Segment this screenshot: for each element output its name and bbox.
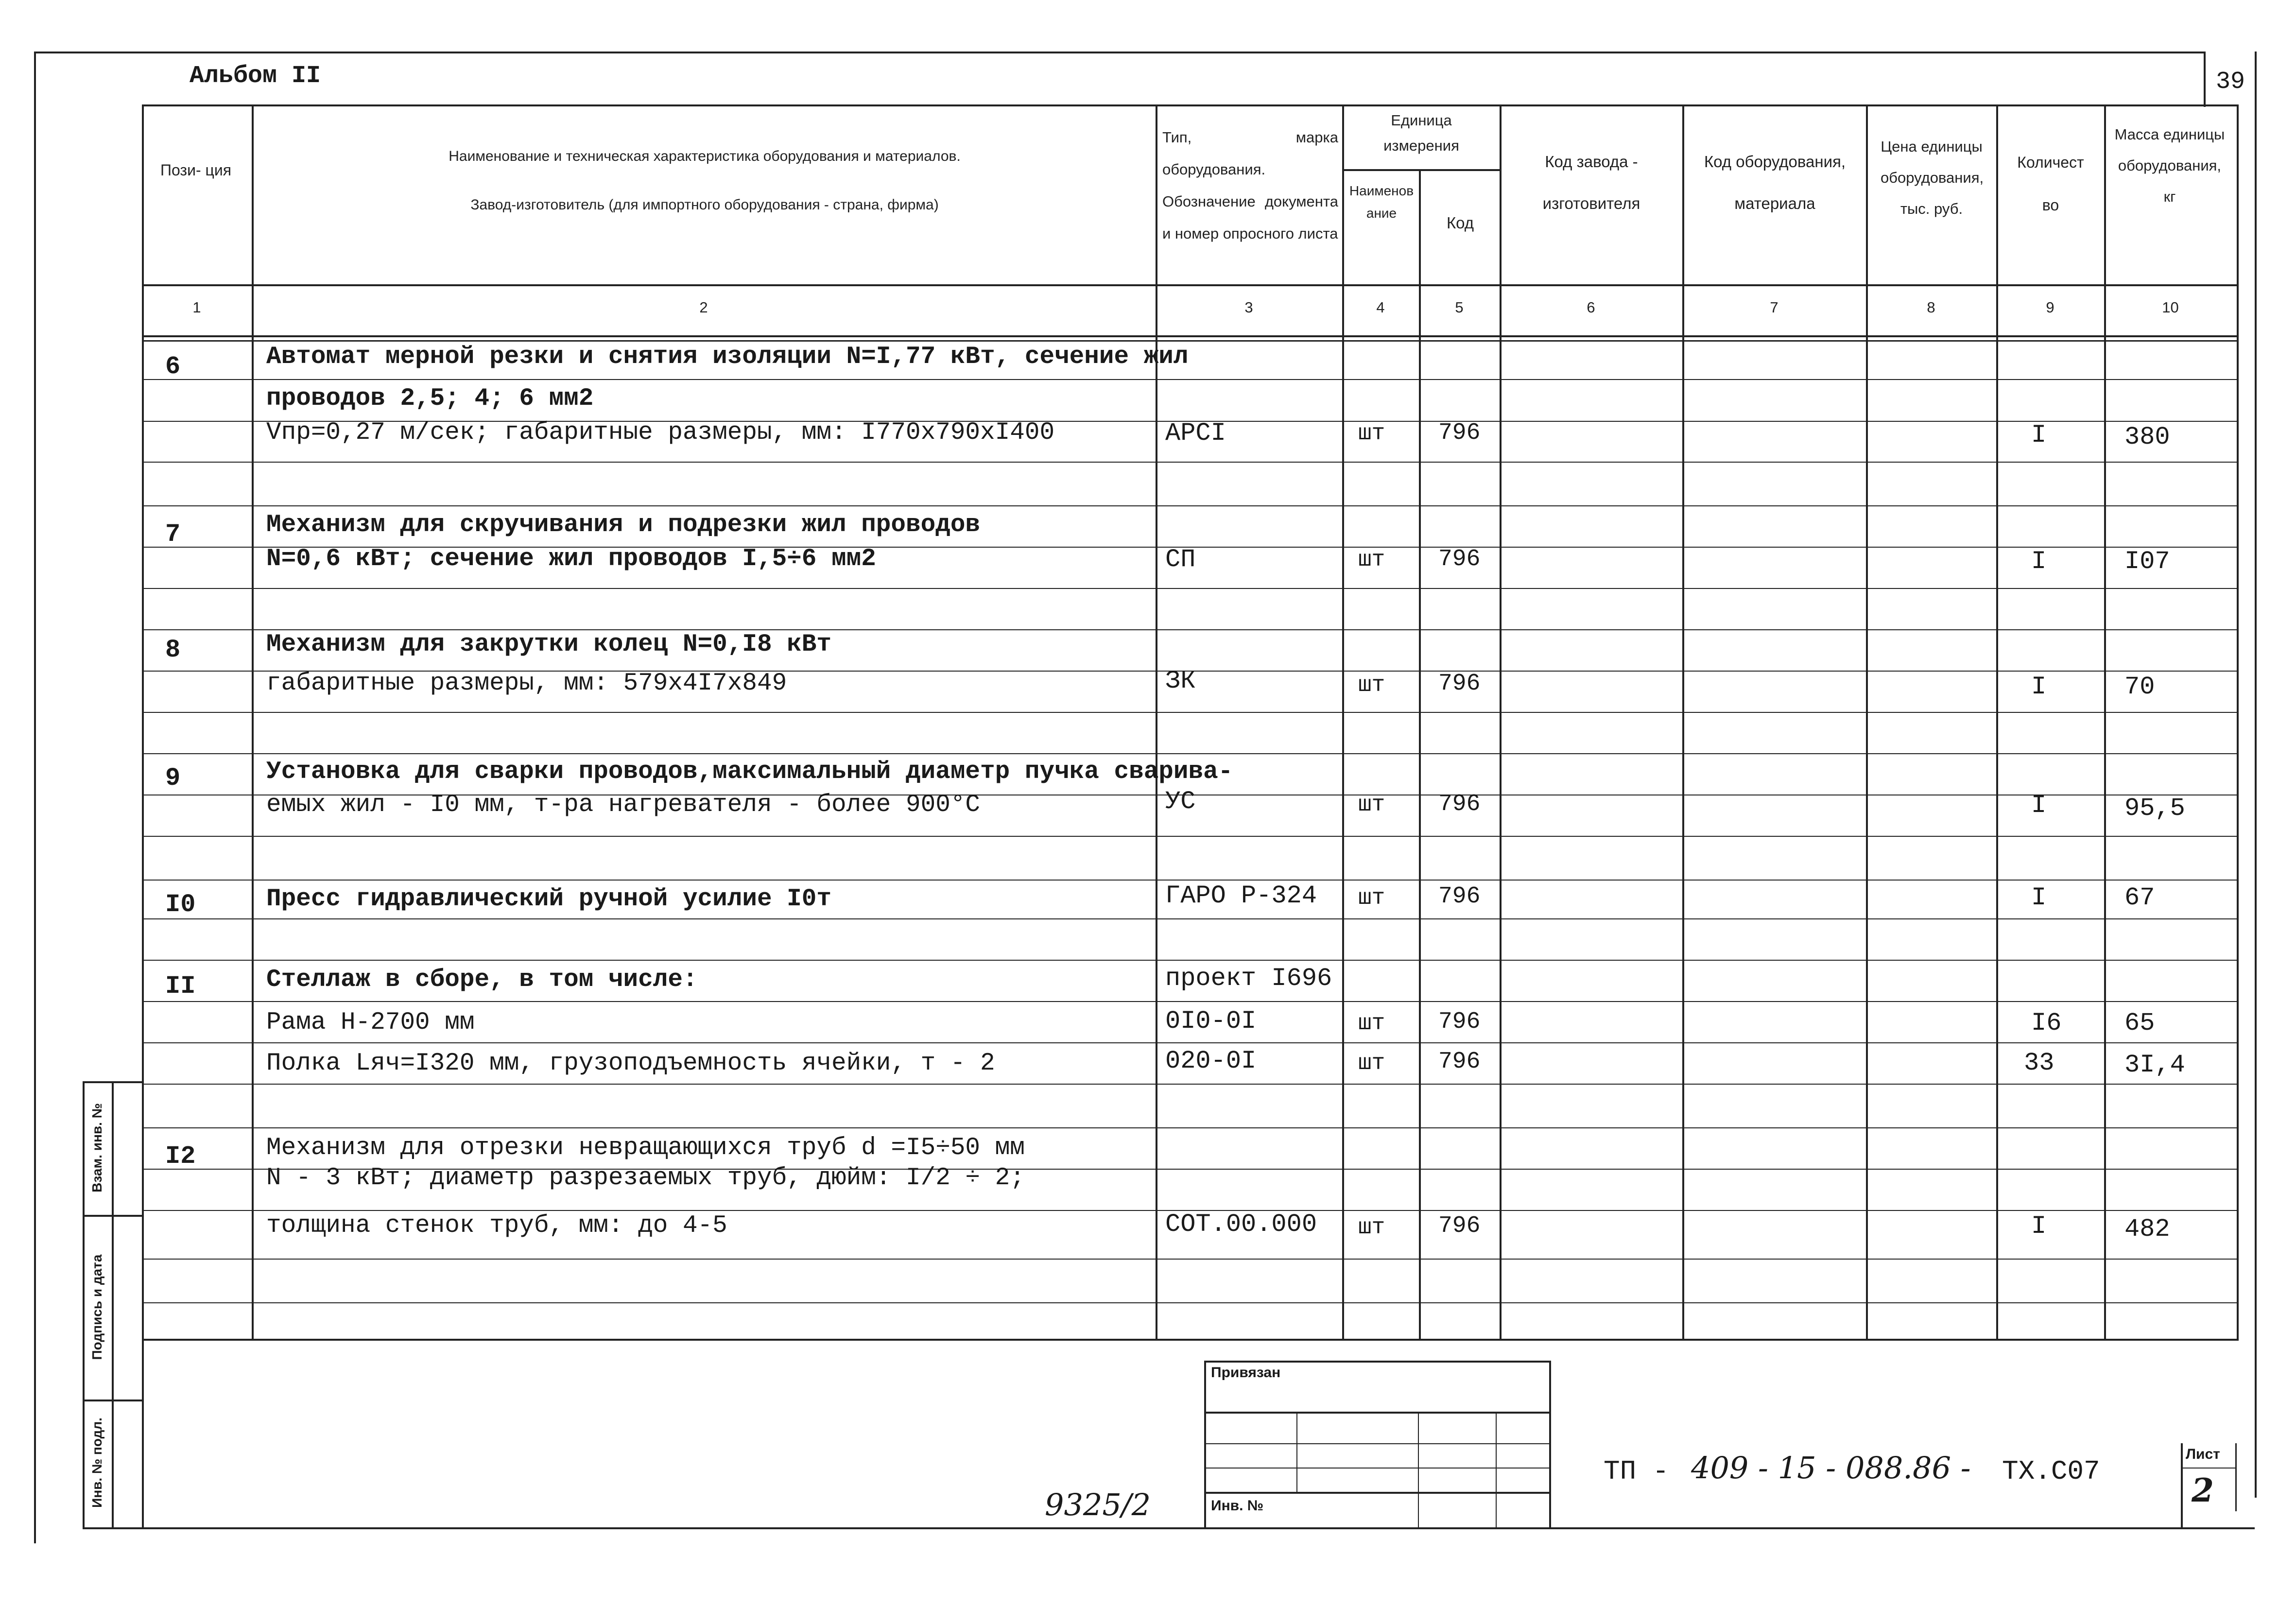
row-name: Рама Н-2700 мм xyxy=(266,1009,475,1037)
row-line xyxy=(142,505,2239,506)
row-unit: шт xyxy=(1358,885,1385,911)
frame-line xyxy=(34,52,36,1543)
header-price: Цена единицы оборудования, тыс. руб. xyxy=(1881,138,1984,217)
header-unit: Единица измерения xyxy=(1383,112,1459,154)
row-line xyxy=(142,753,2239,754)
row-type: УС xyxy=(1165,787,1196,816)
row-line xyxy=(142,1001,2239,1002)
stamp-line xyxy=(1296,1412,1297,1492)
row-pos: 8 xyxy=(165,636,181,664)
doc-suffix: ТХ.С07 xyxy=(2002,1456,2100,1487)
row-mass: 482 xyxy=(2124,1215,2170,1244)
row-pos: 6 xyxy=(165,352,181,381)
row-unit: шт xyxy=(1358,673,1385,698)
col-line xyxy=(1342,104,1344,1339)
col-line xyxy=(2237,104,2239,1339)
row-pos: I0 xyxy=(165,890,196,919)
row-unit: шт xyxy=(1358,1215,1385,1240)
page-number: 39 xyxy=(2215,68,2245,96)
row-name: Пресс гидравлический ручной усилие I0т xyxy=(266,885,831,913)
row-name: Механизм для скручивания и подрезки жил проводов xyxy=(266,511,981,539)
table-line xyxy=(142,340,2239,342)
stamp-privyazan: Привязан xyxy=(1211,1365,1281,1381)
header-name-1: Наименование и техническая характеристика оборудования и материалов. xyxy=(449,148,961,164)
col-num: 2 xyxy=(699,299,708,316)
stamp-inv-no: Инв. № xyxy=(1211,1498,1264,1514)
row-line xyxy=(142,629,2239,630)
row-unit: шт xyxy=(1358,547,1385,572)
header-mass: Масса единицы оборудования, кг xyxy=(2114,126,2225,205)
row-name: емых жил - I0 мм, т-ра нагревателя - более 900°С xyxy=(266,791,981,819)
row-mass: 380 xyxy=(2124,423,2170,451)
col-num: 8 xyxy=(1927,299,1935,316)
row-name: Механизм для закрутки колец N=0,I8 кВт xyxy=(266,631,831,658)
row-mass: 65 xyxy=(2124,1009,2155,1037)
col-line xyxy=(1500,104,1502,1339)
row-line xyxy=(142,836,2239,837)
page-number-box xyxy=(2204,52,2206,107)
row-qty: 33 xyxy=(2024,1049,2054,1077)
row-name: Автомат мерной резки и снятия изоляции N=I,77 кВт, сечение жил xyxy=(266,343,1189,371)
header-equip-code: Код оборудования, материала xyxy=(1704,153,1846,212)
row-line xyxy=(142,1042,2239,1043)
row-code: 796 xyxy=(1438,883,1481,910)
row-line xyxy=(142,588,2239,589)
row-type: СП xyxy=(1165,545,1196,574)
row-line xyxy=(142,379,2239,380)
row-name: Полка Lяч=I320 мм, грузоподъемность ячейки, т - 2 xyxy=(266,1050,995,1077)
row-name: N - 3 кВт; диаметр разрезаемых труб, дюйм: I/2 ÷ 2; xyxy=(266,1164,1025,1192)
col-line xyxy=(1682,104,1684,1339)
row-code: 796 xyxy=(1438,1049,1481,1075)
row-pos: 9 xyxy=(165,764,181,793)
row-type: АРСI xyxy=(1165,419,1226,448)
row-type: СОТ.00.000 xyxy=(1165,1210,1317,1239)
row-line xyxy=(142,918,2239,919)
doc-number: 409 - 15 - 088.86 - xyxy=(1691,1450,1971,1486)
col-line xyxy=(252,104,254,1339)
table-line xyxy=(142,284,2239,286)
doc-prefix: ТП - xyxy=(1604,1456,1669,1487)
sheet-number: 2 xyxy=(2192,1471,2214,1509)
row-name: Стеллаж в сборе, в том числе: xyxy=(266,966,698,994)
row-qty: I xyxy=(2031,547,2047,576)
sheet-label: Лист xyxy=(2186,1446,2220,1462)
row-pos: 7 xyxy=(165,520,181,549)
row-type: ЗК xyxy=(1165,667,1196,695)
row-mass: 67 xyxy=(2124,883,2155,912)
row-unit: шт xyxy=(1358,1051,1385,1076)
header-qty: Количество xyxy=(2017,154,2084,214)
row-mass: 95,5 xyxy=(2124,794,2185,823)
header-factory: Код завода - изготовителя xyxy=(1542,153,1640,212)
header-unit-code: Код xyxy=(1446,214,1474,232)
header-unit-name: Наименование xyxy=(1349,183,1414,221)
row-name: проводов 2,5; 4; 6 мм2 xyxy=(266,385,594,413)
sheet-box xyxy=(2235,1443,2237,1511)
table-line xyxy=(142,1339,2239,1341)
stamp-line xyxy=(1418,1412,1419,1527)
row-line xyxy=(142,960,2239,961)
row-type: проект I696 xyxy=(1165,964,1332,993)
row-name: Механизм для отрезки невращающихся труб d =I5÷50 мм xyxy=(266,1134,1025,1162)
col-num: 1 xyxy=(192,299,201,316)
table-line xyxy=(142,104,2239,106)
sheet-box xyxy=(2181,1443,2183,1527)
row-name: Установка для сварки проводов,максимальный диаметр пучка сварива- xyxy=(266,758,1233,786)
row-name: толщина стенок труб, мм: до 4-5 xyxy=(266,1212,727,1240)
sheet-box xyxy=(2181,1468,2237,1469)
row-qty: I6 xyxy=(2031,1009,2062,1037)
row-code: 796 xyxy=(1438,420,1481,446)
row-unit: шт xyxy=(1358,421,1385,446)
frame-line xyxy=(83,1527,2255,1529)
row-unit: шт xyxy=(1358,792,1385,817)
row-qty: I xyxy=(2031,1212,2047,1241)
frame-line xyxy=(2255,52,2257,1498)
table-line xyxy=(142,335,2239,337)
row-pos: II xyxy=(165,972,196,1001)
row-qty: I xyxy=(2031,421,2047,449)
inv-number: 9325/2 xyxy=(1045,1487,1151,1522)
table-line xyxy=(1342,169,1501,171)
row-name: габаритные размеры, мм: 579x4I7x849 xyxy=(266,670,787,697)
stamp-line xyxy=(1204,1443,1551,1444)
row-code: 796 xyxy=(1438,1213,1481,1239)
row-type: 020-0I xyxy=(1165,1047,1257,1075)
col-line xyxy=(2104,104,2106,1339)
stamp-line xyxy=(1496,1412,1497,1527)
col-line xyxy=(1419,169,1421,1339)
row-line xyxy=(142,1302,2239,1303)
row-qty: I xyxy=(2031,883,2047,912)
row-line xyxy=(142,1127,2239,1128)
col-num: 10 xyxy=(2162,299,2179,316)
col-num: 7 xyxy=(1770,299,1778,316)
row-line xyxy=(142,712,2239,713)
row-code: 796 xyxy=(1438,546,1481,572)
col-num: 6 xyxy=(1587,299,1595,316)
col-line xyxy=(1996,104,1998,1339)
header-name-2: Завод-изготовитель (для импортного оборудования - страна, фирма) xyxy=(470,197,939,213)
header-type: Тип, марка оборудования. Обозначение документа и номер опросного листа xyxy=(1162,129,1338,242)
row-line xyxy=(142,1259,2239,1260)
row-name: Vпр=0,27 м/сек; габаритные размеры, мм: I770x790xI400 xyxy=(266,419,1055,447)
album-title: Альбом II xyxy=(190,62,321,90)
row-code: 796 xyxy=(1438,671,1481,697)
col-line xyxy=(1866,104,1868,1339)
frame-line xyxy=(34,52,2204,53)
row-line xyxy=(142,1084,2239,1085)
row-qty: I xyxy=(2031,791,2047,820)
stamp-line xyxy=(1204,1468,1551,1469)
side-line xyxy=(83,1081,85,1527)
row-type: 0I0-0I xyxy=(1165,1007,1257,1036)
row-line xyxy=(142,462,2239,463)
stamp-line xyxy=(1204,1492,1551,1494)
col-num: 5 xyxy=(1455,299,1464,316)
row-pos: I2 xyxy=(165,1142,196,1171)
stamp-line xyxy=(1204,1361,1551,1363)
header-pos: Пози- ция xyxy=(160,161,232,179)
row-code: 796 xyxy=(1438,791,1481,817)
row-line xyxy=(142,880,2239,881)
side-line xyxy=(112,1081,114,1527)
row-name: N=0,6 кВт; сечение жил проводов I,5÷6 мм2 xyxy=(266,545,876,573)
stamp-line xyxy=(1549,1361,1551,1527)
row-qty: I xyxy=(2031,673,2047,701)
col-num: 3 xyxy=(1244,299,1253,316)
col-num: 9 xyxy=(2046,299,2054,316)
side-label-inv-podl: Инв. № подл. xyxy=(89,1417,104,1508)
row-unit: шт xyxy=(1358,1011,1385,1036)
row-mass: 3I,4 xyxy=(2124,1051,2185,1079)
stamp-line xyxy=(1204,1361,1206,1527)
side-label-vzam: Взам. инв. № xyxy=(89,1103,104,1192)
col-line xyxy=(142,104,144,1527)
col-num: 4 xyxy=(1376,299,1385,316)
side-label-podpis: Подпись и дата xyxy=(89,1254,104,1360)
col-line xyxy=(1156,104,1157,1339)
stamp-line xyxy=(1204,1412,1551,1414)
row-mass: I07 xyxy=(2124,547,2170,576)
row-type: ГАРО Р-324 xyxy=(1165,881,1317,910)
row-code: 796 xyxy=(1438,1009,1481,1035)
row-mass: 70 xyxy=(2124,673,2155,701)
